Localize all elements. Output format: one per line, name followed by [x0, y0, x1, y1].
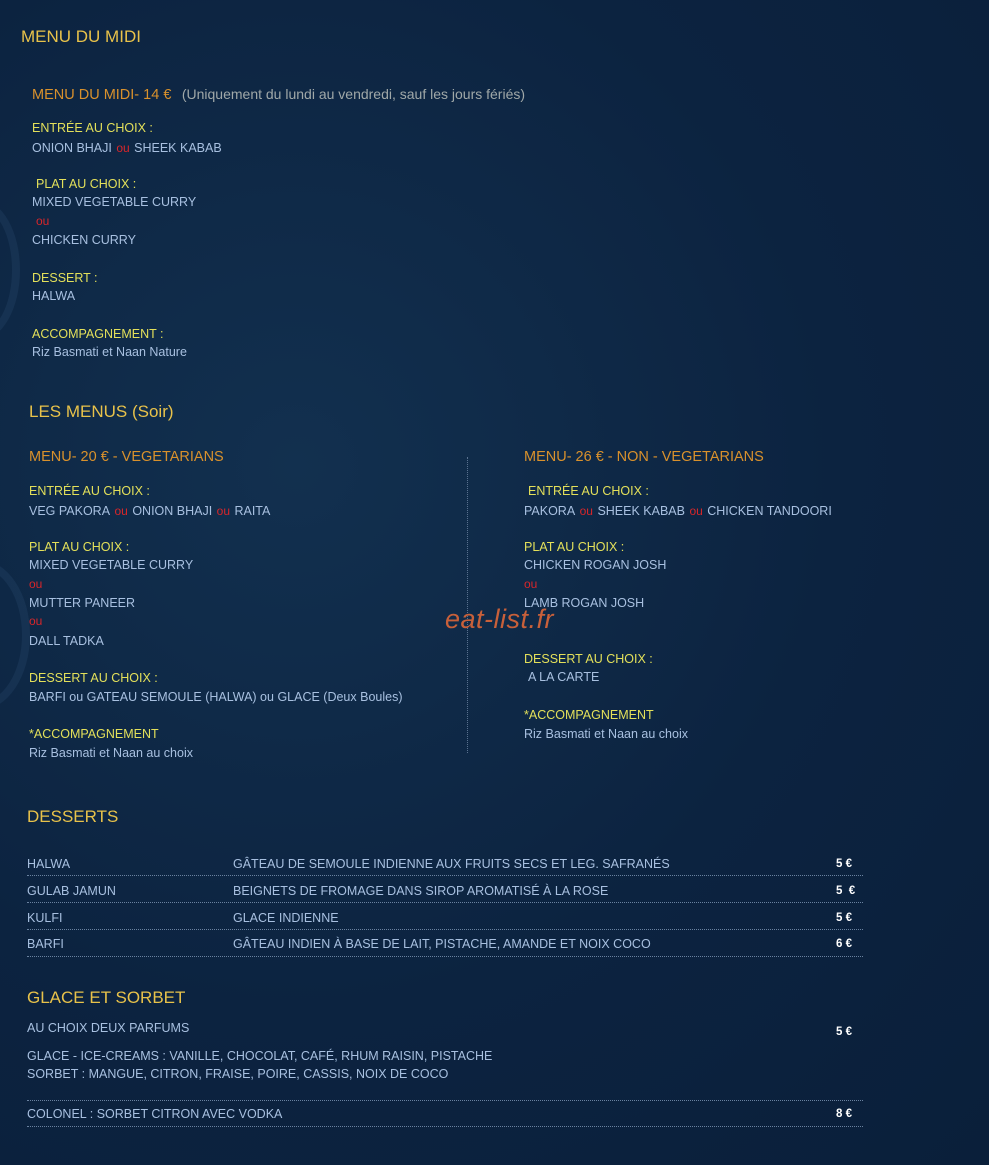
desserts-heading: DESSERTS	[27, 807, 119, 826]
dessert-name: HALWA	[27, 857, 71, 871]
menu-item: HALWA	[32, 289, 76, 303]
menu-item: MIXED VEGETABLE CURRY	[29, 558, 194, 572]
row-divider	[27, 875, 863, 876]
veg-entree-label: ENTRÉE AU CHOIX :	[29, 484, 150, 498]
dessert-name: KULFI	[27, 911, 63, 925]
row-divider	[27, 902, 863, 903]
sorbet-flavours: SORBET : MANGUE, CITRON, FRAISE, POIRE, CASSIS, NOIX DE COCO	[27, 1067, 449, 1081]
nonveg-dessert-label: DESSERT AU CHOIX :	[524, 652, 653, 666]
watermark: eat-list.fr	[445, 604, 555, 634]
menu-item: DALL TADKA	[29, 634, 104, 648]
menu-item: ONION BHAJI	[132, 504, 213, 518]
background-decoration	[0, 560, 30, 710]
dessert-price: 6 €	[836, 938, 852, 950]
menu-item: CHICKEN CURRY	[32, 233, 136, 247]
nonveg-entree-options	[524, 502, 832, 520]
dessert-description: GÂTEAU DE SEMOULE INDIENNE AUX FRUITS SECS ET LEG. SAFRANÉS	[233, 857, 670, 871]
menu-item: VEG PAKORA	[29, 504, 111, 518]
menu-item: Riz Basmati et Naan au choix	[29, 746, 193, 760]
dessert-price: 5 €	[836, 885, 856, 897]
row-divider	[27, 956, 863, 957]
menu-item: Riz Basmati et Naan Nature	[32, 345, 187, 359]
veg-plat-label: PLAT AU CHOIX :	[29, 540, 130, 554]
midi-note: (Uniquement du lundi au vendredi, sauf les jours fériés)	[181, 86, 526, 102]
or-separator: ou	[689, 504, 703, 518]
nonveg-heading: MENU- 26 € - NON - VEGETARIANS	[524, 449, 764, 465]
menu-item: SHEEK KABAB	[134, 141, 222, 155]
menu-item: SHEEK KABAB	[597, 504, 685, 518]
dessert-description: GÂTEAU INDIEN À BASE DE LAIT, PISTACHE, AMANDE ET NOIX COCO	[233, 937, 651, 951]
veg-entree-options	[29, 502, 270, 520]
colonel-item: COLONEL : SORBET CITRON AVEC VODKA	[27, 1107, 283, 1121]
menu-item: BARFI ou GATEAU SEMOULE (HALWA) ou GLACE (Deux Boules)	[29, 690, 403, 704]
menu-item: LAMB ROGAN JOSH	[524, 596, 645, 610]
or-separator: ou	[29, 577, 43, 591]
midi-entree-options	[32, 139, 222, 157]
menu-item: Riz Basmati et Naan au choix	[524, 727, 688, 741]
dessert-name: BARFI	[27, 937, 64, 951]
or-separator: ou	[114, 504, 128, 518]
colonel-price: 8 €	[836, 1108, 852, 1120]
glace-flavours: GLACE - ICE-CREAMS : VANILLE, CHOCOLAT, CAFÉ, RHUM RAISIN, PISTACHE	[27, 1049, 493, 1063]
menu-item: PAKORA	[524, 504, 576, 518]
midi-accomp-label: ACCOMPAGNEMENT :	[32, 327, 164, 341]
row-divider	[27, 1126, 863, 1127]
nonveg-plat-label: PLAT AU CHOIX :	[524, 540, 625, 554]
veg-dessert-label: DESSERT AU CHOIX :	[29, 671, 158, 685]
midi-entree-label: ENTRÉE AU CHOIX :	[32, 121, 153, 135]
veg-heading: MENU- 20 € - VEGETARIANS	[29, 449, 224, 465]
midi-heading-line	[32, 86, 525, 104]
menu-item: ONION BHAJI	[32, 141, 112, 155]
menu-item: CHICKEN TANDOORI	[707, 504, 832, 518]
dessert-price: 5 €	[836, 912, 852, 924]
dessert-description: BEIGNETS DE FROMAGE DANS SIROP AROMATISÉ À LA ROSE	[233, 884, 609, 898]
soir-heading: LES MENUS (Soir)	[29, 402, 174, 421]
veg-accomp-label: *ACCOMPAGNEMENT	[29, 727, 159, 741]
or-separator: ou	[29, 614, 43, 628]
row-divider	[27, 1100, 863, 1101]
menu-item: CHICKEN ROGAN JOSH	[524, 558, 667, 572]
or-separator: ou	[36, 214, 50, 228]
or-separator: ou	[579, 504, 593, 518]
page-title: MENU DU MIDI	[21, 27, 141, 46]
background-decoration	[0, 200, 20, 340]
dessert-price: 5 €	[836, 858, 852, 870]
or-separator: ou	[524, 577, 538, 591]
row-divider	[27, 929, 863, 930]
menu-item: RAITA	[234, 504, 271, 518]
midi-dessert-label: DESSERT :	[32, 271, 98, 285]
menu-item: MUTTER PANEER	[29, 596, 136, 610]
or-separator: ou	[116, 141, 130, 155]
glace-choice: AU CHOIX DEUX PARFUMS	[27, 1021, 190, 1035]
dessert-description: GLACE INDIENNE	[233, 911, 339, 925]
menu-item: A LA CARTE	[528, 670, 600, 684]
nonveg-accomp-label: *ACCOMPAGNEMENT	[524, 708, 654, 722]
nonveg-entree-label: ENTRÉE AU CHOIX :	[528, 484, 649, 498]
midi-plat-label: PLAT AU CHOIX :	[36, 177, 137, 191]
or-separator: ou	[216, 504, 230, 518]
menu-item: MIXED VEGETABLE CURRY	[32, 195, 197, 209]
midi-heading: MENU DU MIDI- 14 €	[32, 87, 172, 103]
glace-heading: GLACE ET SORBET	[27, 988, 186, 1007]
dessert-name: GULAB JAMUN	[27, 884, 116, 898]
glace-price: 5 €	[836, 1026, 852, 1038]
